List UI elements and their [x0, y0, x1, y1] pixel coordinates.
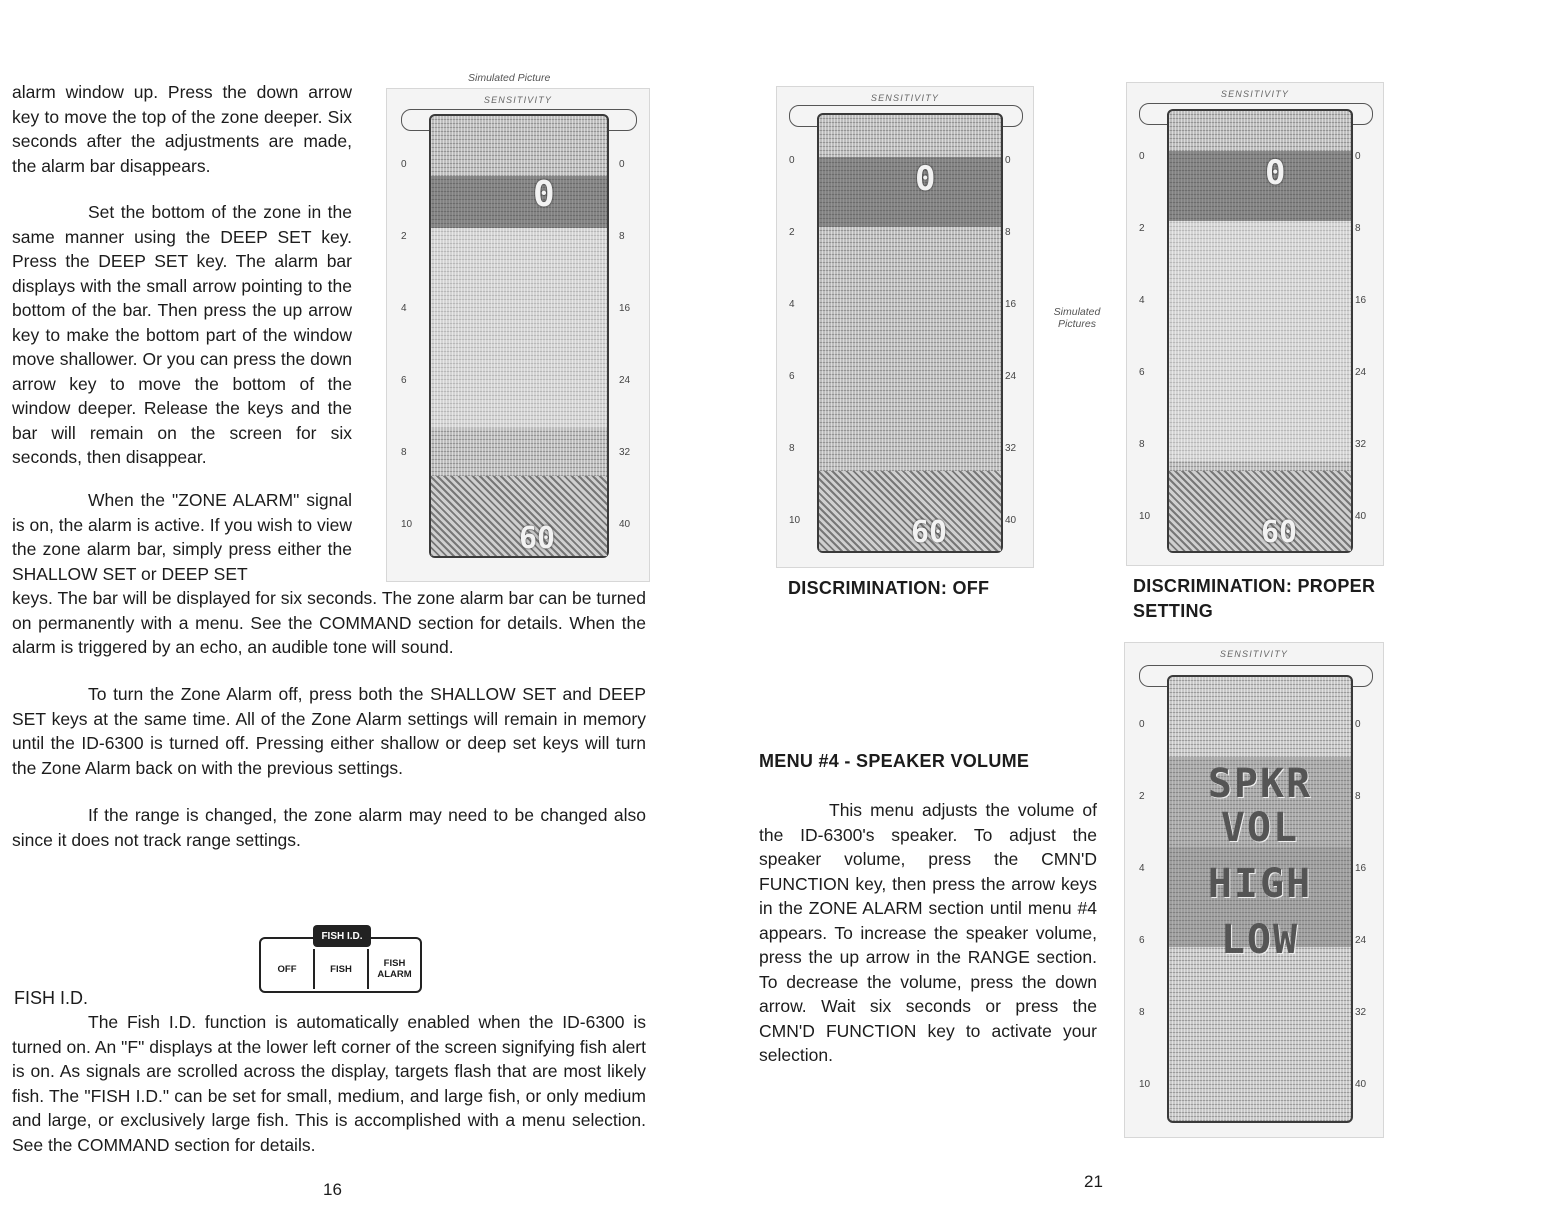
- fish-id-tab: FISH I.D.: [313, 925, 371, 947]
- left-tick: 6: [1139, 367, 1145, 378]
- left-tick: 10: [401, 519, 413, 530]
- left-tick: 6: [789, 371, 795, 382]
- left-tick: 8: [1139, 1007, 1145, 1018]
- left-tick: 2: [1139, 223, 1145, 234]
- sonar-screen-discrimination-off: [776, 86, 1034, 568]
- para-zone-alarm-keys: keys. The bar will be displayed for six seconds. The zone alarm bar can be turned on permanently with a menu. See the COMMAND section for details. When the alarm is triggered by an echo, an audible tone will sound.: [12, 588, 646, 657]
- depth-top-digit: 0: [533, 174, 555, 215]
- right-page-number: 21: [1084, 1172, 1103, 1191]
- right-tick: 40: [619, 519, 631, 530]
- simulated-picture-caption: Simulated Picture: [468, 72, 551, 84]
- surface-band: [431, 176, 607, 228]
- right-tick: 24: [1005, 371, 1017, 382]
- para-alarm-window: alarm window up. Press the down arrow key to move the top of the zone deeper. Six seconds after the adjustments are made, the alarm bar disappears.: [12, 82, 352, 176]
- menu-line-1: SPKR: [1207, 761, 1313, 807]
- right-tick: 40: [1005, 515, 1017, 526]
- left-tick: 2: [1139, 791, 1145, 802]
- sonar-screen-zone-alarm: [386, 88, 650, 582]
- left-tick: 6: [1139, 935, 1145, 946]
- depth-top-digit: 0: [1265, 153, 1286, 193]
- right-tick: 0: [1355, 719, 1361, 730]
- left-tick: 8: [1139, 439, 1145, 450]
- right-tick: 8: [1355, 791, 1361, 802]
- right-tick: 40: [1355, 1079, 1367, 1090]
- right-tick: 24: [1355, 367, 1367, 378]
- left-tick: 10: [1139, 1079, 1151, 1090]
- right-tick: 8: [619, 231, 625, 242]
- right-tick: 0: [1355, 151, 1361, 162]
- fish-key[interactable]: FISH: [315, 949, 369, 989]
- off-key[interactable]: OFF: [261, 949, 315, 989]
- menu-line-3: HIGH: [1207, 861, 1313, 907]
- lcd-display: [429, 114, 609, 558]
- zone-alarm-window: [431, 228, 607, 428]
- left-tick: 4: [1139, 295, 1145, 306]
- fish-alarm-label-line-2: ALARM: [377, 969, 412, 980]
- right-tick: 32: [619, 447, 631, 458]
- left-tick: 4: [1139, 863, 1145, 874]
- left-tick: 8: [789, 443, 795, 454]
- right-tick: 24: [619, 375, 631, 386]
- para-zone-alarm-off: To turn the Zone Alarm off, press both the SHALLOW SET and DEEP SET keys at the same time. All of the Zone Alarm settings will remain in memory until the ID-6300 is turned off. Pressing either shallow or deep set keys will turn the Zone Alarm back on with the previous settings.: [12, 684, 646, 778]
- right-tick: 8: [1355, 223, 1361, 234]
- left-tick: 10: [789, 515, 801, 526]
- left-tick: 4: [401, 303, 407, 314]
- para-zone-alarm-signal: When the "ZONE ALARM" signal is on, the alarm is active. If you wish to view the zone alarm bar, simply press either the SHALLOW SET or DEEP SET: [12, 490, 352, 584]
- para-range-change: If the range is changed, the zone alarm may need to be changed also since it does not track range settings.: [12, 805, 646, 850]
- right-tick: 32: [1005, 443, 1017, 454]
- left-tick: 10: [1139, 511, 1151, 522]
- left-tick: 4: [789, 299, 795, 310]
- sonar-screen-menu-speaker: [1124, 642, 1384, 1138]
- para-fish-id: The Fish I.D. function is automatically enabled when the ID-6300 is turned on. An "F" displays at the lower left corner of the screen signifying fish alert is on. As signals are scrolled across the display, targets flash that are most likely fish. The "FISH I.D." can be set for small, medium, and large fish, or only medium and large, or exclusively large fish. This is accomplished with a menu selection. See the COMMAND section for details.: [12, 1012, 646, 1155]
- left-tick: 8: [401, 447, 407, 458]
- surface-band: [819, 157, 1001, 227]
- menu-4-heading: MENU #4 - SPEAKER VOLUME: [759, 751, 1030, 771]
- sensitivity-label: SENSITIVITY: [483, 95, 553, 105]
- menu-line-4: LOW: [1220, 917, 1300, 963]
- right-tick: 24: [1355, 935, 1367, 946]
- caption-discrimination-off: DISCRIMINATION: OFF: [788, 578, 990, 598]
- lcd-display: [1167, 109, 1353, 553]
- right-tick: 16: [1355, 295, 1367, 306]
- sensitivity-label: SENSITIVITY: [870, 93, 940, 103]
- sonar-screen-discrimination-proper: [1126, 82, 1384, 566]
- right-tick: 32: [1355, 439, 1367, 450]
- para-speaker-volume: This menu adjusts the volume of the ID-6300's speaker. To adjust the speaker volume, press the CMN'D FUNCTION key, then press the arrow keys in the ZONE ALARM section until menu #4 appears. To increase the speaker volume, press the up arrow in the RANGE section. To decrease the volume, press the down arrow. Wait six seconds or press the CMN'D FUNCTION key to activate your selection.: [759, 800, 1097, 1065]
- left-tick: 6: [401, 375, 407, 386]
- right-tick: 0: [1005, 155, 1011, 166]
- left-page-number: 16: [323, 1180, 342, 1199]
- lcd-display: [817, 113, 1003, 553]
- bottom-echo: [819, 471, 1001, 551]
- fish-alarm-label-line-1: FISH: [383, 958, 406, 969]
- left-tick: 0: [1139, 719, 1145, 730]
- right-tick: 0: [619, 159, 625, 170]
- right-tick: 16: [619, 303, 631, 314]
- right-tick: 16: [1005, 299, 1017, 310]
- clear-water: [1169, 221, 1351, 461]
- para-deep-set: Set the bottom of the zone in the same manner using the DEEP SET key. Press the DEEP SET key. The alarm bar displays with the small arrow pointing to the bottom of the bar. Then press the up arrow key to make the bottom part of the window move shallower. Or you can press the down arrow key to move the bottom of the window deeper. Release the keys and the bar will remain on the screen for six seconds, then disappear.: [12, 202, 352, 467]
- left-tick: 2: [789, 227, 795, 238]
- right-tick: 16: [1355, 863, 1367, 874]
- depth-bottom-digit: 60: [519, 521, 556, 556]
- depth-bottom-digit: 60: [1261, 515, 1298, 550]
- left-tick: 0: [789, 155, 795, 166]
- bottom-echo: [1169, 471, 1351, 551]
- left-tick: 0: [401, 159, 407, 170]
- sensitivity-label: SENSITIVITY: [1219, 649, 1289, 659]
- fish-id-keypad: [259, 930, 422, 993]
- menu-line-2: VOL: [1220, 805, 1300, 851]
- depth-top-digit: 0: [915, 159, 936, 199]
- caption-discrimination-proper: DISCRIMINATION: PROPER SETTING: [1133, 576, 1376, 621]
- left-tick: 0: [1139, 151, 1145, 162]
- fish-id-heading: FISH I.D.: [14, 988, 89, 1008]
- surface-band: [1169, 151, 1351, 221]
- simulated-pictures-caption: Simulated Pictures: [1053, 306, 1101, 330]
- left-tick: 2: [401, 231, 407, 242]
- lcd-display: [1167, 675, 1353, 1123]
- right-tick: 32: [1355, 1007, 1367, 1018]
- fish-alarm-key[interactable]: [369, 949, 420, 989]
- depth-bottom-digit: 60: [911, 515, 948, 550]
- right-tick: 40: [1355, 511, 1367, 522]
- right-tick: 8: [1005, 227, 1011, 238]
- sensitivity-label: SENSITIVITY: [1220, 89, 1290, 99]
